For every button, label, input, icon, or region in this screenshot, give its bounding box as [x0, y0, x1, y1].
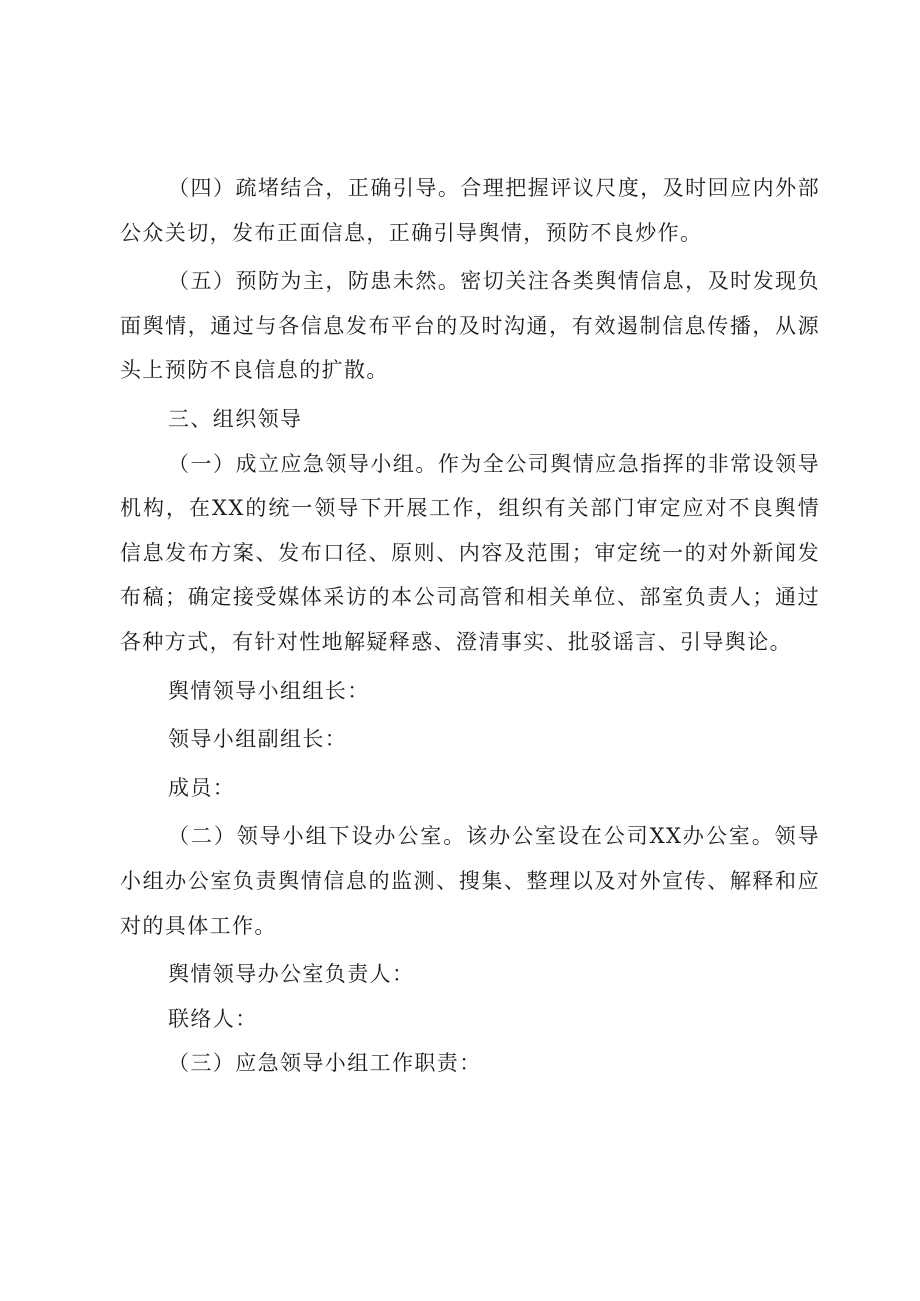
members-label: 成员：: [168, 775, 236, 800]
liaison-label: 联络人：: [168, 1006, 258, 1031]
leader-label: 舆情领导小组组长：: [168, 678, 370, 703]
section-heading-organization: 三、组织领导: [168, 406, 303, 431]
deputy-leader-label: 领导小组副组长：: [168, 727, 348, 752]
document-body: [120, 166, 820, 1086]
paragraph-section-two: （二）领导小组下设办公室。该办公室设在公司XX办公室。领导小组办公室负责舆情信息的监测、搜集、整理以及对外宣传、解释和应对的具体工作。: [120, 824, 820, 938]
paragraph-five: （五）预防为主，防患未然。密切关注各类舆情信息，及时发现负面舆情，通过与各信息发布平台的及时沟通，有效遏制信息传播，从源头上预防不良信息的扩散。: [120, 269, 820, 383]
office-head-label: 舆情领导办公室负责人：: [168, 962, 415, 987]
paragraph-four: （四）疏堵结合，正确引导。合理把握评议尺度，及时回应内外部公众关切，发布正面信息，正确引导舆情，预防不良炒作。: [120, 176, 820, 245]
paragraph-section-three: （三）应急领导小组工作职责：: [168, 1051, 482, 1076]
paragraph-section-one: （一）成立应急领导小组。作为全公司舆情应急指挥的非常设领导机构，在XX的统一领导下开展工作，组织有关部门审定应对不良舆情信息发布方案、发布口径、原则、内容及范围；审定统一的对外新闻发布稿；确定接受媒体采访的本公司高管和相关单位、部室负责人；通过各种方式，有针对性地解疑释惑、澄清事实、批驳谣言、引导舆论。: [120, 451, 820, 654]
